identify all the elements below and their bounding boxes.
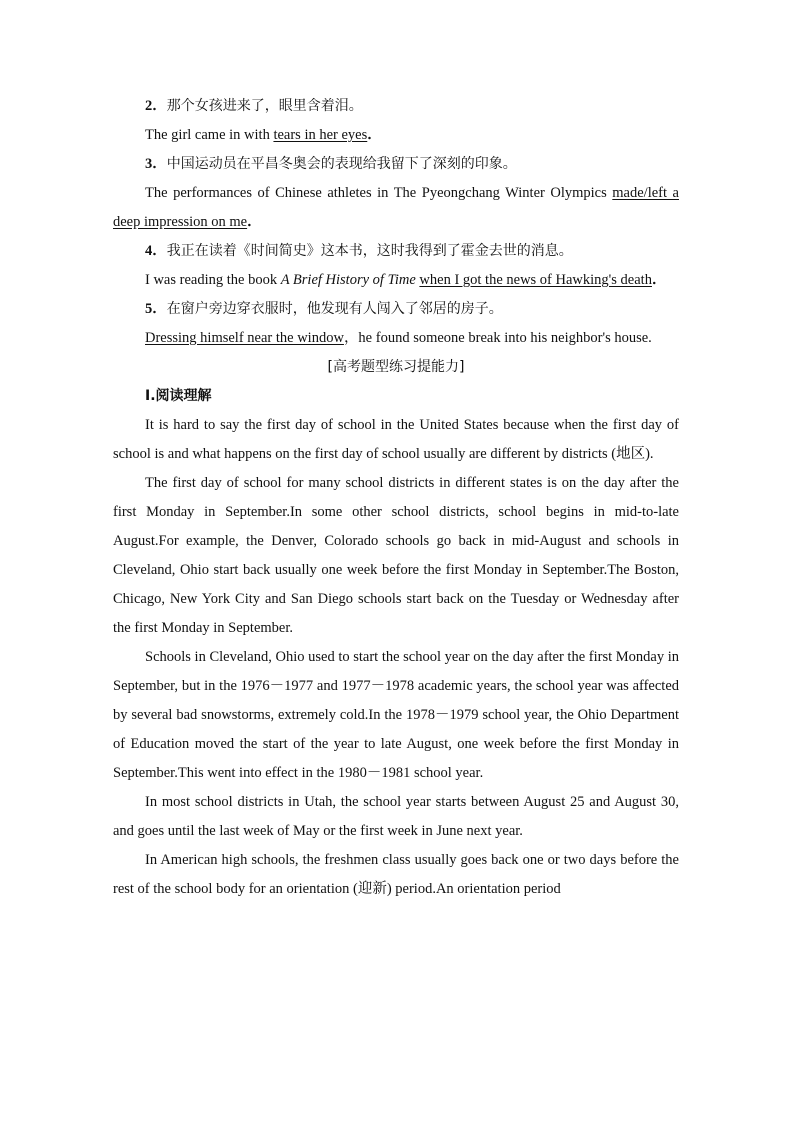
item-3-english (113, 179, 679, 237)
passage-paragraph-2: The first day of school for many school districts in different states is on the day after the first Monday in September.In some other school districts, school begins in mid-to-late August.For example, the Denver, Colorado schools go back in mid-August and schools in Cleveland, Ohio start back usually one week before the first Monday in September.The Boston, Chicago, New York City and San Diego schools start back on the Tuesday or Wednesday after the first Monday in September. (113, 475, 679, 636)
chinese-sentence: 中国运动员在平昌冬奥会的表现给我留下了深刻的印象。 (166, 156, 517, 172)
item-4-english (113, 266, 679, 295)
item-4-chinese (113, 237, 679, 266)
passage-paragraph-5: In American high schools, the freshmen class usually goes back one or two days before the rest of the school body for an orientation (迎新) period.An orientation period (113, 852, 679, 897)
item-3-chinese (113, 150, 679, 179)
chinese-sentence: 在窗户旁边穿衣服时，他发现有人闯入了邻居的房子。 (166, 301, 503, 317)
item-2-chinese (113, 92, 679, 121)
item-number: 2． (145, 98, 167, 114)
item-5-english (113, 324, 679, 353)
english-prefix: I was reading the book (145, 272, 281, 288)
item-5-chinese (113, 295, 679, 324)
passage-paragraph-1: It is hard to say the first day of school in the United States because when the first day of school is and what happens on the first day of school usually are different by districts (地区). (113, 417, 679, 462)
item-number: 3． (145, 156, 167, 172)
chinese-sentence: 那个女孩进来了，眼里含着泪。 (166, 98, 363, 114)
chinese-sentence: 我正在读着《时间简史》这本书，这时我得到了霍金去世的消息。 (166, 243, 573, 259)
english-prefix: The girl came in with (145, 127, 274, 143)
item-number: 5． (145, 301, 167, 317)
item-2-english (113, 121, 679, 150)
answer-blank: Dressing himself near the window (145, 330, 344, 346)
section-title: [高考题型练习提能力] (327, 359, 465, 375)
passage-paragraph-3: Schools in Cleveland, Ohio used to start the school year on the day after the first Monday in September, but in the 1976－1977 and 1977－1978 academic years, the school year was affected by several bad snowstorms, extremely cold.In the 1978－1979 school year, the Ohio Department of Education moved the start of the year to late August, one week before the first Monday in September.This went into effect in the 1980－1981 school year. (113, 649, 679, 781)
page-content (113, 92, 679, 904)
answer-blank: made/left a deep impression on me (113, 185, 679, 230)
english-suffix: ，he found someone break into his neighbor's house. (343, 330, 652, 346)
book-title: A Brief History of Time (280, 272, 416, 288)
item-number: 4． (145, 243, 167, 259)
english-suffix: ． (247, 214, 262, 230)
english-suffix: ． (651, 272, 667, 288)
answer-blank: when I got the news of Hawking's death (419, 272, 652, 288)
part-label: Ⅰ.阅读理解 (145, 388, 212, 404)
passage-paragraph-4: In most school districts in Utah, the school year starts between August 25 and August 30, and goes until the last week of May or the first week in June next year. (113, 794, 679, 839)
answer-blank: tears in her eyes (273, 127, 368, 143)
english-prefix: The performances of Chinese athletes in The Pyeongchang Winter Olympics (145, 185, 613, 201)
english-suffix: ． (367, 127, 382, 143)
